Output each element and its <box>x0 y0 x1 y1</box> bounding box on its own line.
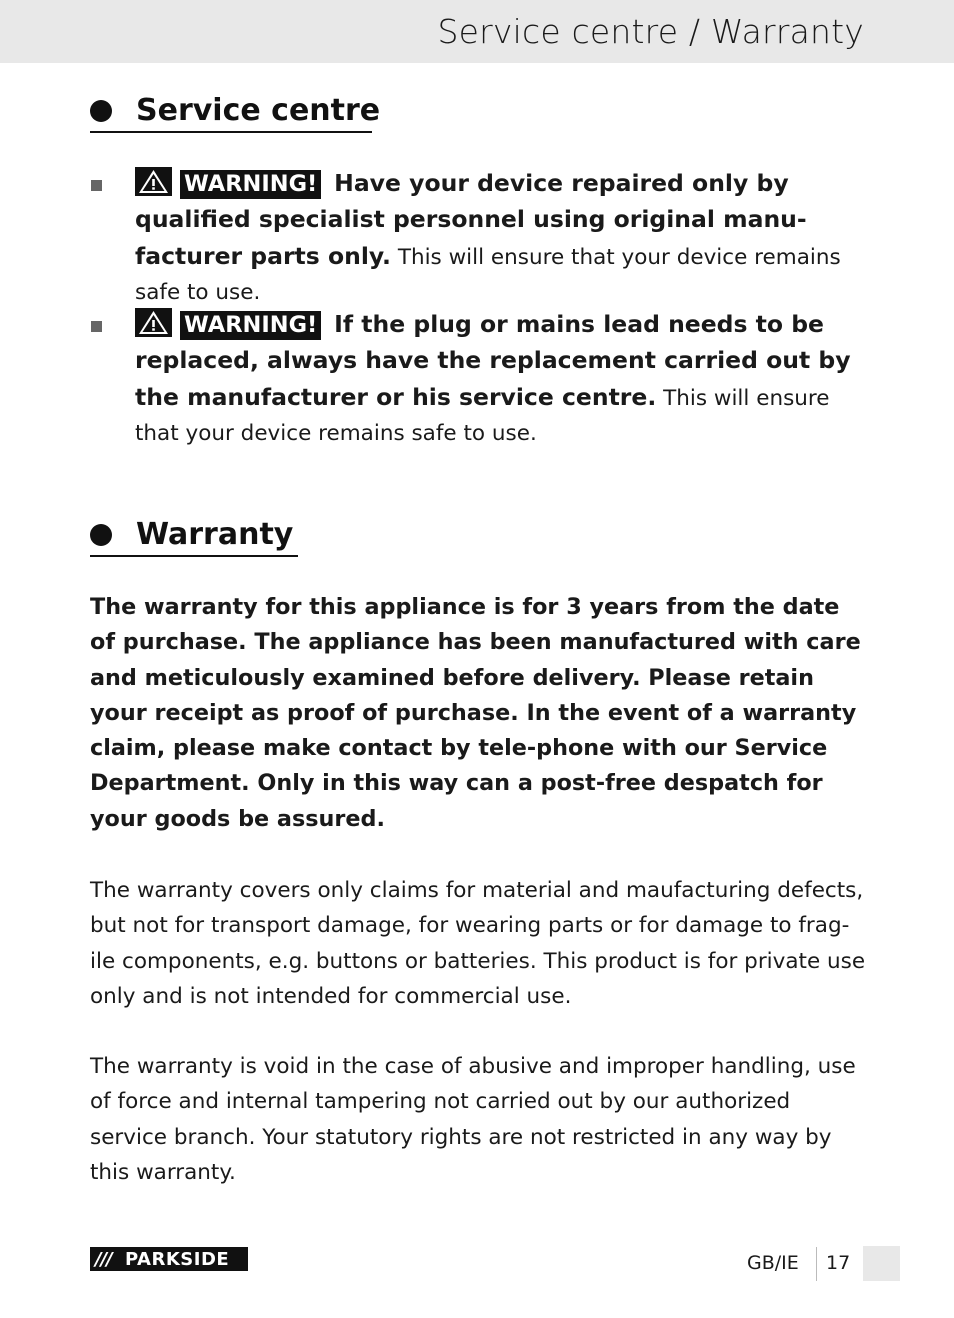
warning-triangle-icon <box>135 308 172 337</box>
logo-slashes: /// <box>95 1248 112 1270</box>
section-heading-warranty <box>90 515 293 555</box>
bullet-dot-icon <box>90 524 112 546</box>
heading-text: Service centre <box>136 93 381 128</box>
warranty-paragraph-coverage: The warranty covers only claims for material and maufacturing defects, but not for transport damage, for wearing parts or for damage to frag-ile components, e.g. buttons or batteries. This product is for private use only and is not intended for commercial use. <box>90 878 866 1009</box>
bullet-dot-icon <box>90 100 112 122</box>
warning-normal-text: This will ensure that your device remains safe to use. <box>135 244 841 305</box>
warning-bullet <box>135 307 865 451</box>
warning-bullet <box>135 166 865 310</box>
warranty-paragraph-void: The warranty is void in the case of abusive and improper handling, use of force and internal tampering not carried out by our authorized service branch. Your statutory rights are not restricted in any way by this warranty. <box>90 1054 856 1185</box>
warning-bold-text: Have your device repaired only by qualified specialist personnel using original manu-facturer parts only. <box>135 169 807 270</box>
parkside-logo <box>90 1247 248 1271</box>
heading-underline <box>90 131 372 133</box>
square-bullet-icon <box>91 321 102 332</box>
heading-underline <box>90 555 298 557</box>
warning-bold-text: If the plug or mains lead needs to be replaced, always have the replacement carried out by the manufacturer or his service centre. <box>135 310 851 411</box>
page-title: Service centre / Warranty <box>437 12 864 51</box>
warning-triangle-icon <box>135 167 172 196</box>
square-bullet-icon <box>91 180 102 191</box>
heading-text: Warranty <box>136 517 294 552</box>
footer-marker-box <box>863 1246 900 1281</box>
warranty-bold-paragraph: The warranty for this appliance is for 3 years from the date of purchase. The appliance has been manufactured with care and meticulously examined before delivery. Please retain your receipt as proof of purchase. In the event of a warranty claim, please make contact by tele-phone with our Service Department. Only in this way can a post-free despatch for your goods be assured. <box>90 594 861 832</box>
warning-label: WARNING! <box>180 311 321 340</box>
warning-normal-text: This will ensure that your device remains safe to use. <box>135 385 830 446</box>
page-number: 17 <box>826 1252 851 1274</box>
warning-label: WARNING! <box>180 170 321 199</box>
section-heading-service-centre <box>90 91 380 131</box>
header-bar <box>0 0 954 63</box>
logo-brand: PARKSIDE <box>125 1248 230 1270</box>
footer-language: GB/IE <box>747 1252 799 1274</box>
footer-divider <box>816 1247 817 1281</box>
